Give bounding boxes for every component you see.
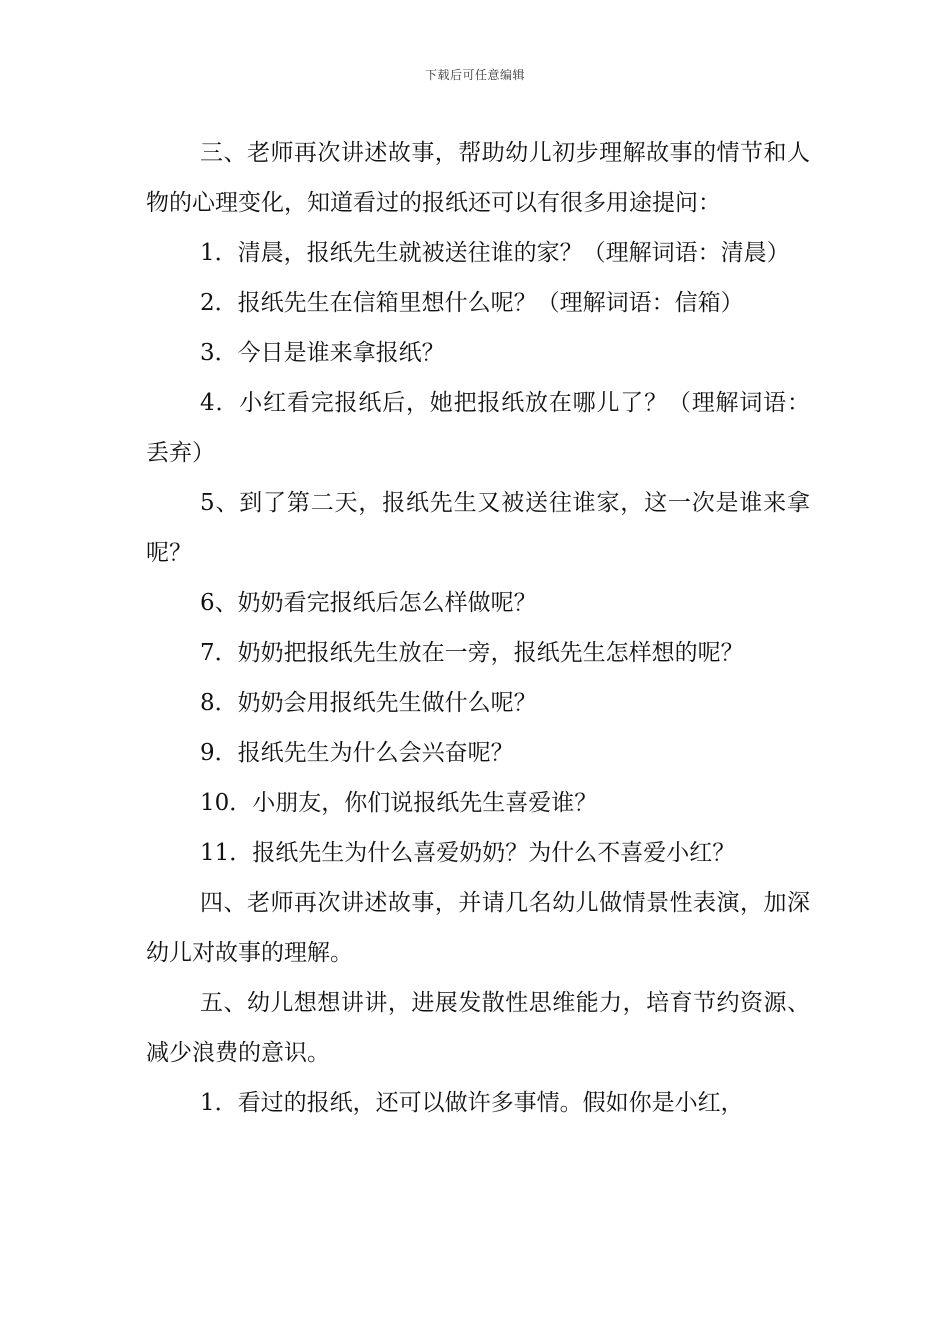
paragraph-section-five: 五、幼儿想想讲讲，进展发散性思维能力，培育节约资源、减少浪费的意识。 (146, 990, 810, 1066)
question-8: 8．奶奶会用报纸先生做什么呢？ (200, 690, 537, 716)
question-2: 2．报纸先生在信箱里想什么呢？（理解词语：信箱） (200, 290, 744, 316)
question-6: 6、奶奶看完报纸后怎么样做呢？ (200, 590, 537, 616)
section-five-item-1: 1．看过的报纸，还可以做许多事情。假如你是小红， (200, 1090, 744, 1116)
paragraph-section-four: 四、老师再次讲述故事，并请几名幼儿做情景性表演，加深幼儿对故事的理解。 (146, 890, 810, 966)
question-4: 4．小红看完报纸后，她把报纸放在哪儿了？（理解词语：丢弃） (146, 390, 810, 466)
question-11: 11．报纸先生为什么喜爱奶奶？为什么不喜爱小红？ (200, 840, 736, 866)
question-9: 9．报纸先生为什么会兴奋呢？ (200, 740, 514, 766)
question-1: 1．清晨，报纸先生就被送往谁的家？（理解词语：清晨） (200, 240, 790, 266)
question-3: 3．今日是谁来拿报纸？ (200, 340, 445, 366)
question-5: 5、到了第二天，报纸先生又被送往谁家，这一次是谁来拿呢？ (146, 490, 810, 566)
question-10: 10．小朋友，你们说报纸先生喜爱谁？ (200, 790, 598, 816)
question-7: 7．奶奶把报纸先生放在一旁，报纸先生怎样想的呢？ (200, 640, 744, 666)
paragraph-section-three: 三、老师再次讲述故事，帮助幼儿初步理解故事的情节和人物的心理变化，知道看过的报纸还可以有很多用途提问： (146, 140, 810, 216)
document-body (146, 128, 810, 1128)
page-header-note: 下载后可任意编辑 (424, 68, 525, 82)
